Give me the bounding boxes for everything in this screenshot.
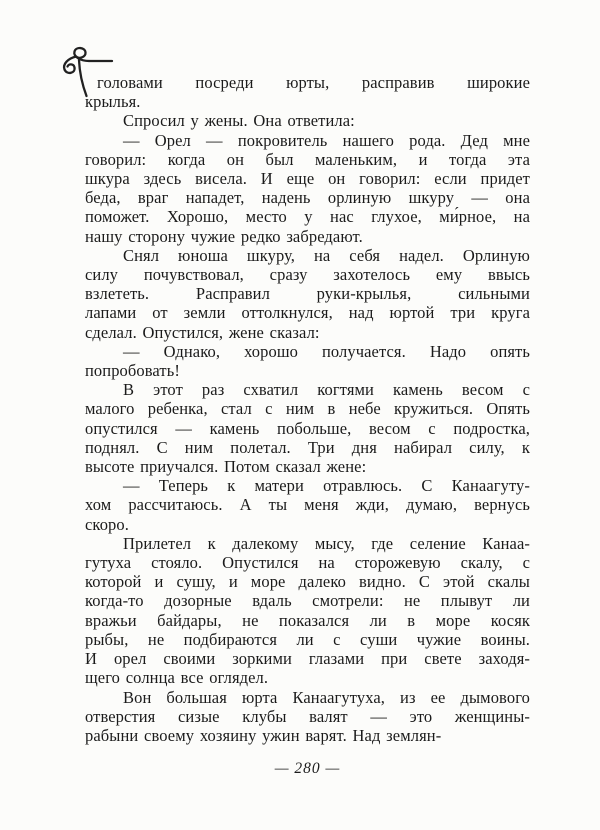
text-line: Снял юноша шкуру, на себя надел. Орлиную <box>123 245 530 265</box>
text-line: малого ребенка, стал с ним в небе кружиться. Опять <box>85 399 530 419</box>
text-line: Спросил у жены. Она ответила: <box>123 111 355 131</box>
text-line: силу почувствовал, сразу захотелось ему ввысь <box>85 265 530 285</box>
text-line: — Теперь к матери отравлюсь. С Канаагуту- <box>123 476 530 496</box>
text-line: поможет. Хорошо, место у нас глухое, ми́рное, на <box>85 207 530 227</box>
text-line: шкура здесь висела. И еще он говорил: если придет <box>85 169 530 189</box>
text-line: опустился — камень побольше, весом с подростка, <box>85 418 530 438</box>
text-line: — Однако, хорошо получается. Надо опять <box>123 341 530 361</box>
text-line: высоте приучался. Потом сказал жене: <box>85 457 367 477</box>
text-line: хом рассчитаюсь. А ты меня жди, думаю, вернусь <box>85 495 530 515</box>
text-line: В этот раз схватил когтями камень весом с <box>123 380 530 400</box>
text-line: скоро. <box>85 514 129 534</box>
text-line: гутуха стояло. Опустился на сторожевую скалу, с <box>85 553 530 573</box>
text-line: крылья. <box>85 92 141 112</box>
text-line: поднял. С ним полетал. Три дня набирал силу, к <box>85 437 530 457</box>
text-line: Вон большая юрта Канаагутуха, из ее дымового <box>123 687 530 707</box>
text-line: лапами от земли оттолкнулся, над юртой три круга <box>85 303 530 323</box>
text-line: рыбы, не подбираются ли с суши чужие воины. <box>85 629 530 649</box>
text-line: когда-то дозорные вдаль смотрели: не плывут ли <box>85 591 530 611</box>
text-line: беда, враг нападет, надень орлиную шкуру — она <box>85 188 530 208</box>
text-line: сделал. Опустился, жене сказал: <box>85 322 320 342</box>
text-line: Прилетел к далекому мысу, где селение Канаа- <box>123 533 530 553</box>
text-line: отверстия сизые клубы валят — это женщины- <box>85 706 530 726</box>
text-line: которой и сушу, и море далеко видно. С этой скалы <box>85 572 530 592</box>
text-line: попробовать! <box>85 361 180 381</box>
text-line: щего солнца все оглядел. <box>85 668 269 688</box>
text-line: головами посреди юрты, расправив широкие <box>97 73 530 92</box>
text-line: И орел своими зоркими глазами при свете заходя- <box>85 649 530 669</box>
text-line: рабыни своему хозяину ужин варят. Над землян- <box>85 725 442 745</box>
text-block <box>85 73 530 745</box>
text-line: — Орел — покровитель нашего рода. Дед мне <box>123 130 530 150</box>
text-line: говорил: когда он был маленьким, и тогда эта <box>85 149 530 169</box>
text-line: вражьи байдары, не показался ли в море косяк <box>85 610 530 630</box>
text-line: нашу сторону чужие редко забредают. <box>85 226 363 246</box>
page-number: — 280 — <box>274 760 341 777</box>
text-line: взлететь. Расправил руки-крылья, сильными <box>85 284 530 304</box>
